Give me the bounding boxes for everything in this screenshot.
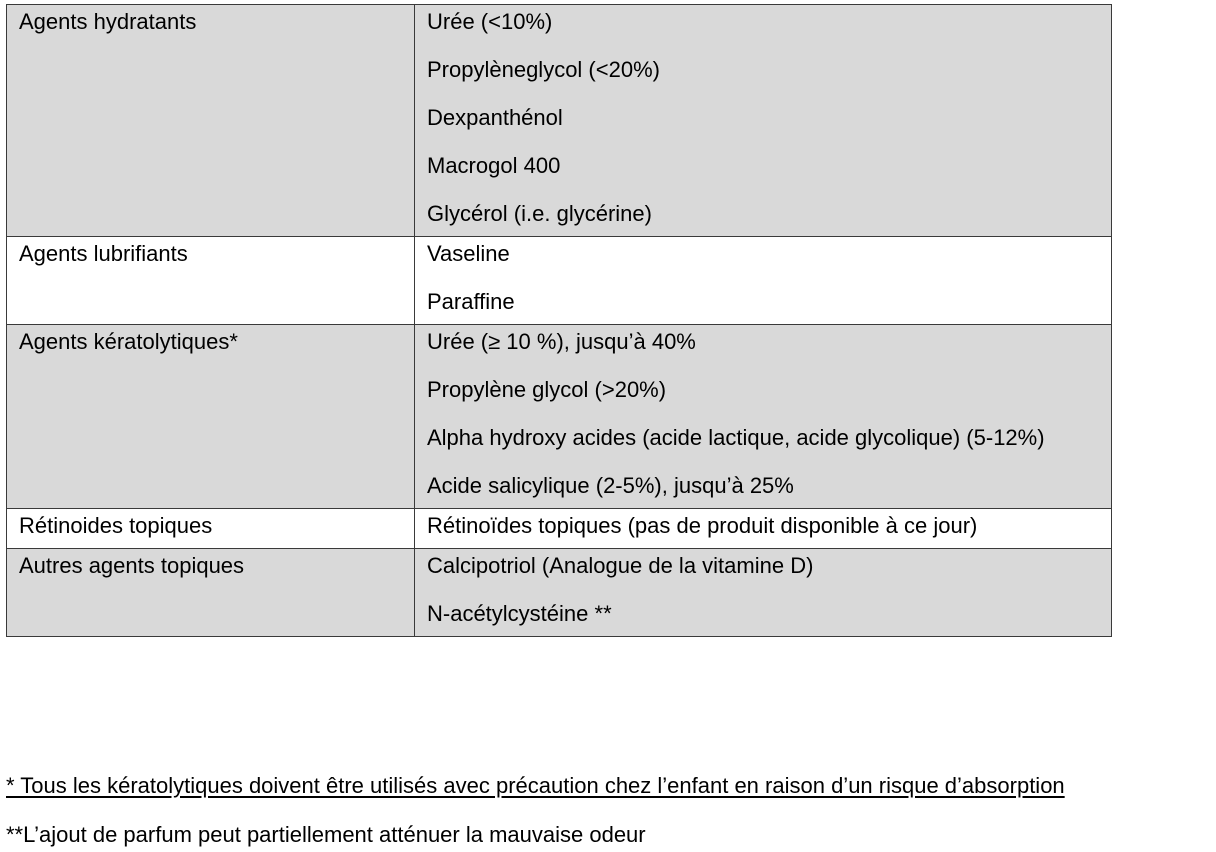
row-label-lubrifiants: Agents lubrifiants — [7, 237, 415, 325]
value-item: Acide salicylique (2-5%), jusqu’à 25% — [427, 473, 794, 498]
value-item: Macrogol 400 — [427, 153, 561, 178]
row-values-hydratants — [415, 5, 1112, 237]
row-values-lubrifiants — [415, 237, 1112, 325]
row-values-autres — [415, 549, 1112, 637]
footnote-keratolytiques: * Tous les kératolytiques doivent être utilisés avec précaution chez l’enfant en raison d’un risque d’absorption — [6, 773, 1065, 798]
value-item: Alpha hydroxy acides (acide lactique, acide glycolique) (5-12%) — [427, 425, 1045, 450]
value-item: Paraffine — [427, 289, 515, 314]
value-item: Urée (≥ 10 %), jusqu’à 40% — [427, 329, 696, 354]
table-row-autres — [7, 549, 1112, 637]
value-item: Vaseline — [427, 241, 510, 266]
row-label-keratolytiques: Agents kératolytiques* — [7, 325, 415, 509]
value-item: N-acétylcystéine ** — [427, 601, 612, 626]
topical-agents-table — [6, 4, 1112, 637]
table-row-lubrifiants — [7, 237, 1112, 325]
row-values-retinoides — [415, 509, 1112, 549]
value-item: Glycérol (i.e. glycérine) — [427, 201, 652, 226]
table-row-retinoides — [7, 509, 1112, 549]
table-row-keratolytiques — [7, 325, 1112, 509]
row-values-keratolytiques — [415, 325, 1112, 509]
value-item: Propylène glycol (>20%) — [427, 377, 667, 402]
row-label-retinoides: Rétinoides topiques — [7, 509, 415, 549]
value-item: Rétinoïdes topiques (pas de produit disponible à ce jour) — [427, 513, 978, 538]
value-item: Urée (<10%) — [427, 9, 553, 34]
value-item: Calcipotriol (Analogue de la vitamine D) — [427, 553, 814, 578]
table-row-hydratants — [7, 5, 1112, 237]
row-label-autres: Autres agents topiques — [7, 549, 415, 637]
row-label-hydratants: Agents hydratants — [7, 5, 415, 237]
value-item: Dexpanthénol — [427, 105, 563, 130]
value-item: Propylèneglycol (<20%) — [427, 57, 660, 82]
footnote-parfum: **L’ajout de parfum peut partiellement atténuer la mauvaise odeur — [6, 822, 646, 847]
